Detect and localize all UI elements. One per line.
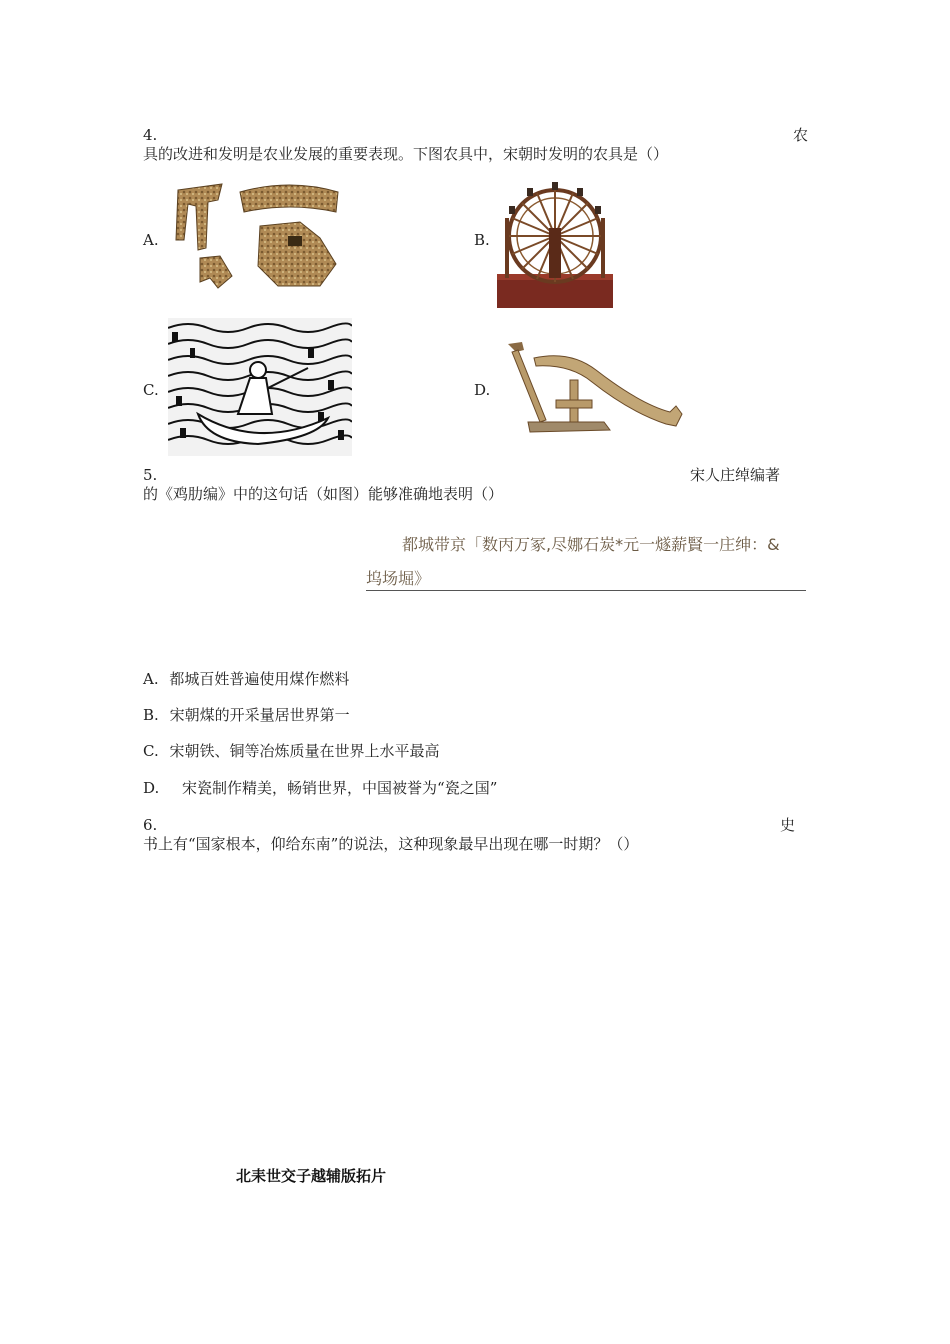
q5-line1-tail: 宋人庄绰编著 (690, 466, 781, 484)
answer-letter: B. (143, 706, 159, 724)
answer-text: 宋朝铁、铜等冶炼质量在世界上水平最高 (169, 742, 440, 760)
woodcut-boat-illustration-image (168, 318, 352, 456)
q4-number: 4. (143, 126, 158, 144)
answer-letter: A. (143, 670, 159, 688)
wooden-plough-image (500, 340, 684, 436)
q6-line1-tail: 史 (780, 816, 796, 834)
q6-stem: 书上有“国家根本，仰给东南”的说法，这种现象最早出现在哪一时期？（） (143, 835, 639, 853)
answer-text: 都城百姓普遍使用煤作燃料 (169, 670, 350, 688)
q6-number: 6. (143, 816, 158, 834)
iron-farm-tools-image (170, 178, 342, 292)
q4-stem: 具的改进和发明是农业发展的重要表现。下图农具中，宋朝时发明的农具是（） (143, 145, 669, 163)
q5-answer-c (143, 741, 440, 761)
q5-answer-a (143, 669, 349, 689)
q4-line1-tail: 农 (793, 126, 809, 144)
q4-option-b-letter: B. (474, 231, 490, 249)
figure-caption: 北耒世交子越辅版拓片 (236, 1167, 387, 1185)
q5-number: 5. (143, 466, 158, 484)
q5-answer-d (143, 778, 497, 798)
answer-text: 宋朝煤的开采量居世界第一 (169, 706, 350, 724)
q5-answer-b (143, 705, 350, 725)
quote-underline (366, 590, 806, 591)
answer-text: 宋瓷制作精美，畅销世界，中国被誉为“瓷之国” (182, 779, 498, 797)
answer-letter: D. (143, 779, 160, 797)
quote-line-1: 都城带京「数丙万冢,尽娜石炭*元一燧薪賢一庄绅：& (402, 535, 780, 554)
q4-option-c-letter: C. (143, 381, 159, 399)
waterwheel-model-image (497, 178, 613, 308)
q5-stem: 的《鸡肋编》中的这句话（如图）能够准确地表明（） (143, 485, 504, 503)
q4-option-d-letter: D. (474, 381, 491, 399)
quote-line-2: 坞场堀》 (366, 569, 431, 588)
answer-letter: C. (143, 742, 159, 760)
q4-option-a-letter: A. (143, 231, 159, 249)
